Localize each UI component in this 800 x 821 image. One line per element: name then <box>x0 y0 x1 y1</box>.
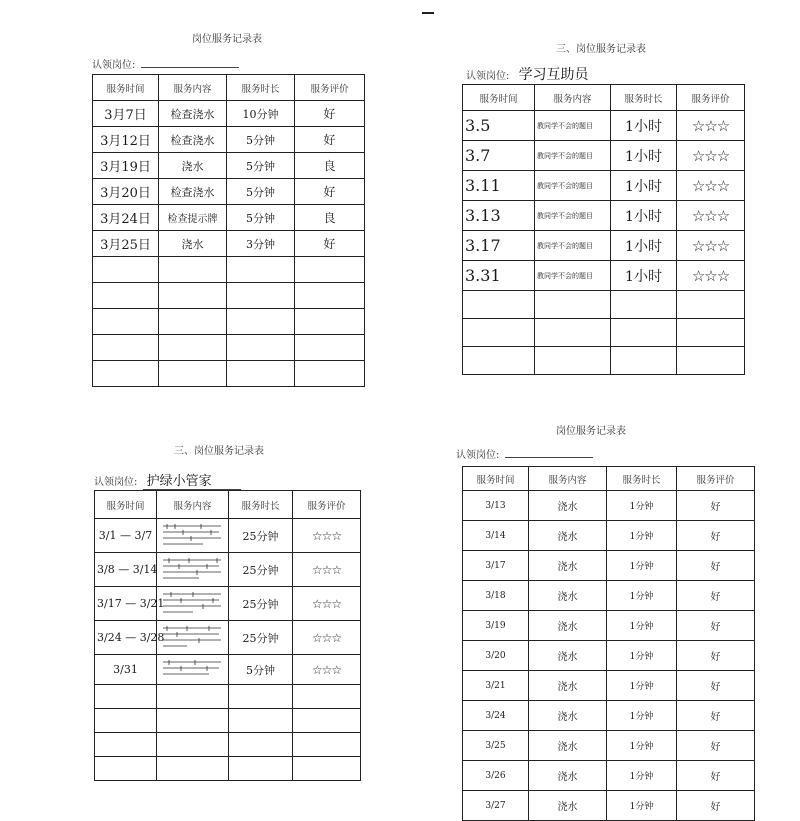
cell-duration: 5分钟 <box>227 127 295 153</box>
cell-duration: 1分钟 <box>607 491 677 521</box>
header-rating: 服务评价 <box>293 491 361 519</box>
sheet-title: 岗位服务记录表 <box>556 426 626 437</box>
cell-duration: 1小时 <box>611 201 677 231</box>
cell-rating: 好 <box>677 611 755 641</box>
post-line <box>466 64 643 85</box>
post-line <box>456 446 593 461</box>
service-table <box>462 466 755 821</box>
cell-rating: 好 <box>677 551 755 581</box>
cell-time: 3/24 — 3/28 <box>95 621 157 655</box>
cell-time: 3.13 <box>463 201 535 231</box>
cell-rating: 好 <box>677 641 755 671</box>
post-label: 认领岗位: <box>92 60 136 71</box>
cell-duration: 1分钟 <box>607 731 677 761</box>
table-row <box>93 127 365 153</box>
empty-row <box>463 319 745 347</box>
cell-duration: 1小时 <box>611 231 677 261</box>
cell-duration: 1小时 <box>611 261 677 291</box>
cell-content: 浇水 <box>529 491 607 521</box>
header-duration: 服务时长 <box>611 85 677 111</box>
empty-row <box>463 291 745 319</box>
header-content: 服务内容 <box>157 491 229 519</box>
cell-duration: 1分钟 <box>607 761 677 791</box>
header-time: 服务时间 <box>95 491 157 519</box>
empty-row <box>95 685 361 709</box>
cell-rating: ☆☆☆ <box>293 519 361 553</box>
record-sheet-1 <box>82 18 382 392</box>
record-sheet-2 <box>428 12 758 392</box>
cell-duration: 25分钟 <box>229 621 293 655</box>
cell-time: 3.5 <box>463 111 535 141</box>
cell-content: 教同学不会的题目 <box>535 231 611 261</box>
table-row <box>93 179 365 205</box>
cell-content <box>157 519 229 553</box>
empty-row <box>95 709 361 733</box>
post-value <box>141 67 239 68</box>
cell-content: 浇水 <box>529 701 607 731</box>
scribbled-content <box>161 555 225 581</box>
cell-time: 3/8 — 3/14 <box>95 553 157 587</box>
cell-content <box>157 655 229 685</box>
table-row <box>463 491 755 521</box>
cell-rating: 良 <box>295 153 365 179</box>
header-rating: 服务评价 <box>677 467 755 491</box>
cell-content <box>157 587 229 621</box>
table-row <box>463 261 745 291</box>
empty-row <box>93 309 365 335</box>
cell-content: 教同学不会的题目 <box>535 111 611 141</box>
table-row <box>463 731 755 761</box>
table-row <box>95 519 361 553</box>
service-table <box>92 74 365 387</box>
table-row <box>463 201 745 231</box>
empty-row <box>93 335 365 361</box>
header-duration: 服务时长 <box>607 467 677 491</box>
cell-rating: 好 <box>677 491 755 521</box>
empty-row <box>95 733 361 757</box>
cell-duration: 1小时 <box>611 171 677 201</box>
cell-duration: 1分钟 <box>607 641 677 671</box>
cell-rating: ☆☆☆ <box>293 655 361 685</box>
cell-rating: ☆☆☆ <box>293 553 361 587</box>
table-row <box>95 655 361 685</box>
cell-duration: 5分钟 <box>229 655 293 685</box>
sheet-title: 岗位服务记录表 <box>192 34 262 45</box>
cell-time: 3月20日 <box>93 179 159 205</box>
table-row <box>463 141 745 171</box>
table-row <box>463 551 755 581</box>
cell-time: 3/17 <box>463 551 529 581</box>
post-value: 学习互助员 <box>515 64 643 85</box>
scribbled-content <box>161 657 225 679</box>
cell-duration: 25分钟 <box>229 587 293 621</box>
scan-mark <box>422 12 434 14</box>
scribbled-content <box>161 623 225 649</box>
cell-duration: 25分钟 <box>229 553 293 587</box>
record-sheet-3 <box>46 408 376 788</box>
cell-content: 浇水 <box>529 611 607 641</box>
cell-content: 教同学不会的题目 <box>535 141 611 171</box>
cell-rating: 好 <box>295 179 365 205</box>
table-row <box>463 791 755 821</box>
header-duration: 服务时长 <box>229 491 293 519</box>
cell-rating: 好 <box>677 521 755 551</box>
table-row <box>93 101 365 127</box>
service-table <box>462 84 745 375</box>
cell-duration: 1分钟 <box>607 521 677 551</box>
table-row <box>463 611 755 641</box>
cell-rating: 好 <box>295 101 365 127</box>
cell-content: 浇水 <box>529 671 607 701</box>
cell-content <box>157 553 229 587</box>
cell-time: 3/19 <box>463 611 529 641</box>
cell-duration: 10分钟 <box>227 101 295 127</box>
cell-rating: 好 <box>677 581 755 611</box>
cell-rating: ☆☆☆ <box>677 201 745 231</box>
cell-duration: 1分钟 <box>607 581 677 611</box>
cell-time: 3/13 <box>463 491 529 521</box>
cell-time: 3月25日 <box>93 231 159 257</box>
header-time: 服务时间 <box>463 467 529 491</box>
cell-content: 浇水 <box>529 761 607 791</box>
post-line <box>92 56 239 71</box>
cell-time: 3/14 <box>463 521 529 551</box>
cell-rating: 好 <box>677 791 755 821</box>
cell-content: 浇水 <box>529 521 607 551</box>
post-label: 认领岗位: <box>466 71 510 82</box>
cell-duration: 3分钟 <box>227 231 295 257</box>
cell-time: 3/25 <box>463 731 529 761</box>
cell-rating: ☆☆☆ <box>677 261 745 291</box>
cell-time: 3月19日 <box>93 153 159 179</box>
cell-time: 3.17 <box>463 231 535 261</box>
table-row <box>463 581 755 611</box>
cell-time: 3/20 <box>463 641 529 671</box>
sheet-title: 三、岗位服务记录表 <box>174 446 264 457</box>
header-time: 服务时间 <box>463 85 535 111</box>
post-label: 认领岗位: <box>94 477 138 488</box>
cell-content: 浇水 <box>159 231 227 257</box>
cell-content: 浇水 <box>159 153 227 179</box>
cell-time: 3.7 <box>463 141 535 171</box>
cell-rating: 好 <box>677 731 755 761</box>
cell-time: 3/1 — 3/7 <box>95 519 157 553</box>
cell-duration: 1分钟 <box>607 701 677 731</box>
empty-row <box>93 283 365 309</box>
cell-rating: ☆☆☆ <box>677 141 745 171</box>
cell-content: 教同学不会的题目 <box>535 171 611 201</box>
table-row <box>463 111 745 141</box>
cell-time: 3月7日 <box>93 101 159 127</box>
cell-rating: 好 <box>677 701 755 731</box>
table-row <box>463 641 755 671</box>
cell-duration: 1分钟 <box>607 551 677 581</box>
empty-row <box>95 757 361 781</box>
cell-time: 3/18 <box>463 581 529 611</box>
cell-content: 检查浇水 <box>159 127 227 153</box>
cell-time: 3月24日 <box>93 205 159 231</box>
cell-rating: ☆☆☆ <box>677 171 745 201</box>
header-content: 服务内容 <box>159 75 227 101</box>
post-label: 认领岗位: <box>456 450 500 461</box>
cell-duration: 1分钟 <box>607 791 677 821</box>
cell-rating: 好 <box>677 671 755 701</box>
cell-content: 浇水 <box>529 731 607 761</box>
cell-content: 浇水 <box>529 581 607 611</box>
cell-time: 3/26 <box>463 761 529 791</box>
empty-row <box>93 361 365 387</box>
cell-rating: 良 <box>295 205 365 231</box>
cell-duration: 5分钟 <box>227 205 295 231</box>
cell-duration: 25分钟 <box>229 519 293 553</box>
cell-rating: ☆☆☆ <box>677 231 745 261</box>
table-row <box>463 171 745 201</box>
table-row <box>463 231 745 261</box>
scribbled-content <box>161 589 225 615</box>
cell-content: 教同学不会的题目 <box>535 201 611 231</box>
scribbled-content <box>161 521 225 547</box>
cell-duration: 5分钟 <box>227 179 295 205</box>
cell-rating: 好 <box>295 127 365 153</box>
cell-time: 3.31 <box>463 261 535 291</box>
table-row <box>95 553 361 587</box>
cell-content: 浇水 <box>529 551 607 581</box>
table-row <box>95 621 361 655</box>
empty-row <box>93 257 365 283</box>
empty-row <box>463 347 745 375</box>
cell-content: 检查浇水 <box>159 101 227 127</box>
cell-time: 3/21 <box>463 671 529 701</box>
cell-duration: 1小时 <box>611 141 677 171</box>
cell-duration: 1小时 <box>611 111 677 141</box>
post-value <box>505 457 593 458</box>
sheet-title: 三、岗位服务记录表 <box>556 44 646 55</box>
header-duration: 服务时长 <box>227 75 295 101</box>
cell-content: 检查提示牌 <box>159 205 227 231</box>
cell-rating: 好 <box>677 761 755 791</box>
table-row <box>95 587 361 621</box>
cell-duration: 5分钟 <box>227 153 295 179</box>
header-rating: 服务评价 <box>677 85 745 111</box>
header-content: 服务内容 <box>535 85 611 111</box>
table-row <box>463 671 755 701</box>
header-content: 服务内容 <box>529 467 607 491</box>
post-value: 护绿小管家 <box>143 470 241 490</box>
table-row <box>93 205 365 231</box>
cell-time: 3/17 — 3/21 <box>95 587 157 621</box>
cell-time: 3.11 <box>463 171 535 201</box>
table-row <box>93 153 365 179</box>
cell-duration: 1分钟 <box>607 611 677 641</box>
cell-content: 教同学不会的题目 <box>535 261 611 291</box>
cell-content <box>157 621 229 655</box>
cell-time: 3月12日 <box>93 127 159 153</box>
table-row <box>463 521 755 551</box>
table-row <box>463 701 755 731</box>
cell-rating: 好 <box>295 231 365 257</box>
table-row <box>93 231 365 257</box>
cell-duration: 1分钟 <box>607 671 677 701</box>
post-line <box>94 470 241 490</box>
cell-content: 浇水 <box>529 641 607 671</box>
table-row <box>463 761 755 791</box>
cell-time: 3/27 <box>463 791 529 821</box>
cell-content: 检查浇水 <box>159 179 227 205</box>
cell-rating: ☆☆☆ <box>677 111 745 141</box>
service-table <box>94 490 361 781</box>
header-time: 服务时间 <box>93 75 159 101</box>
cell-time: 3/31 <box>95 655 157 685</box>
record-sheet-4 <box>428 408 768 813</box>
cell-time: 3/24 <box>463 701 529 731</box>
cell-rating: ☆☆☆ <box>293 621 361 655</box>
header-rating: 服务评价 <box>295 75 365 101</box>
cell-rating: ☆☆☆ <box>293 587 361 621</box>
cell-content: 浇水 <box>529 791 607 821</box>
